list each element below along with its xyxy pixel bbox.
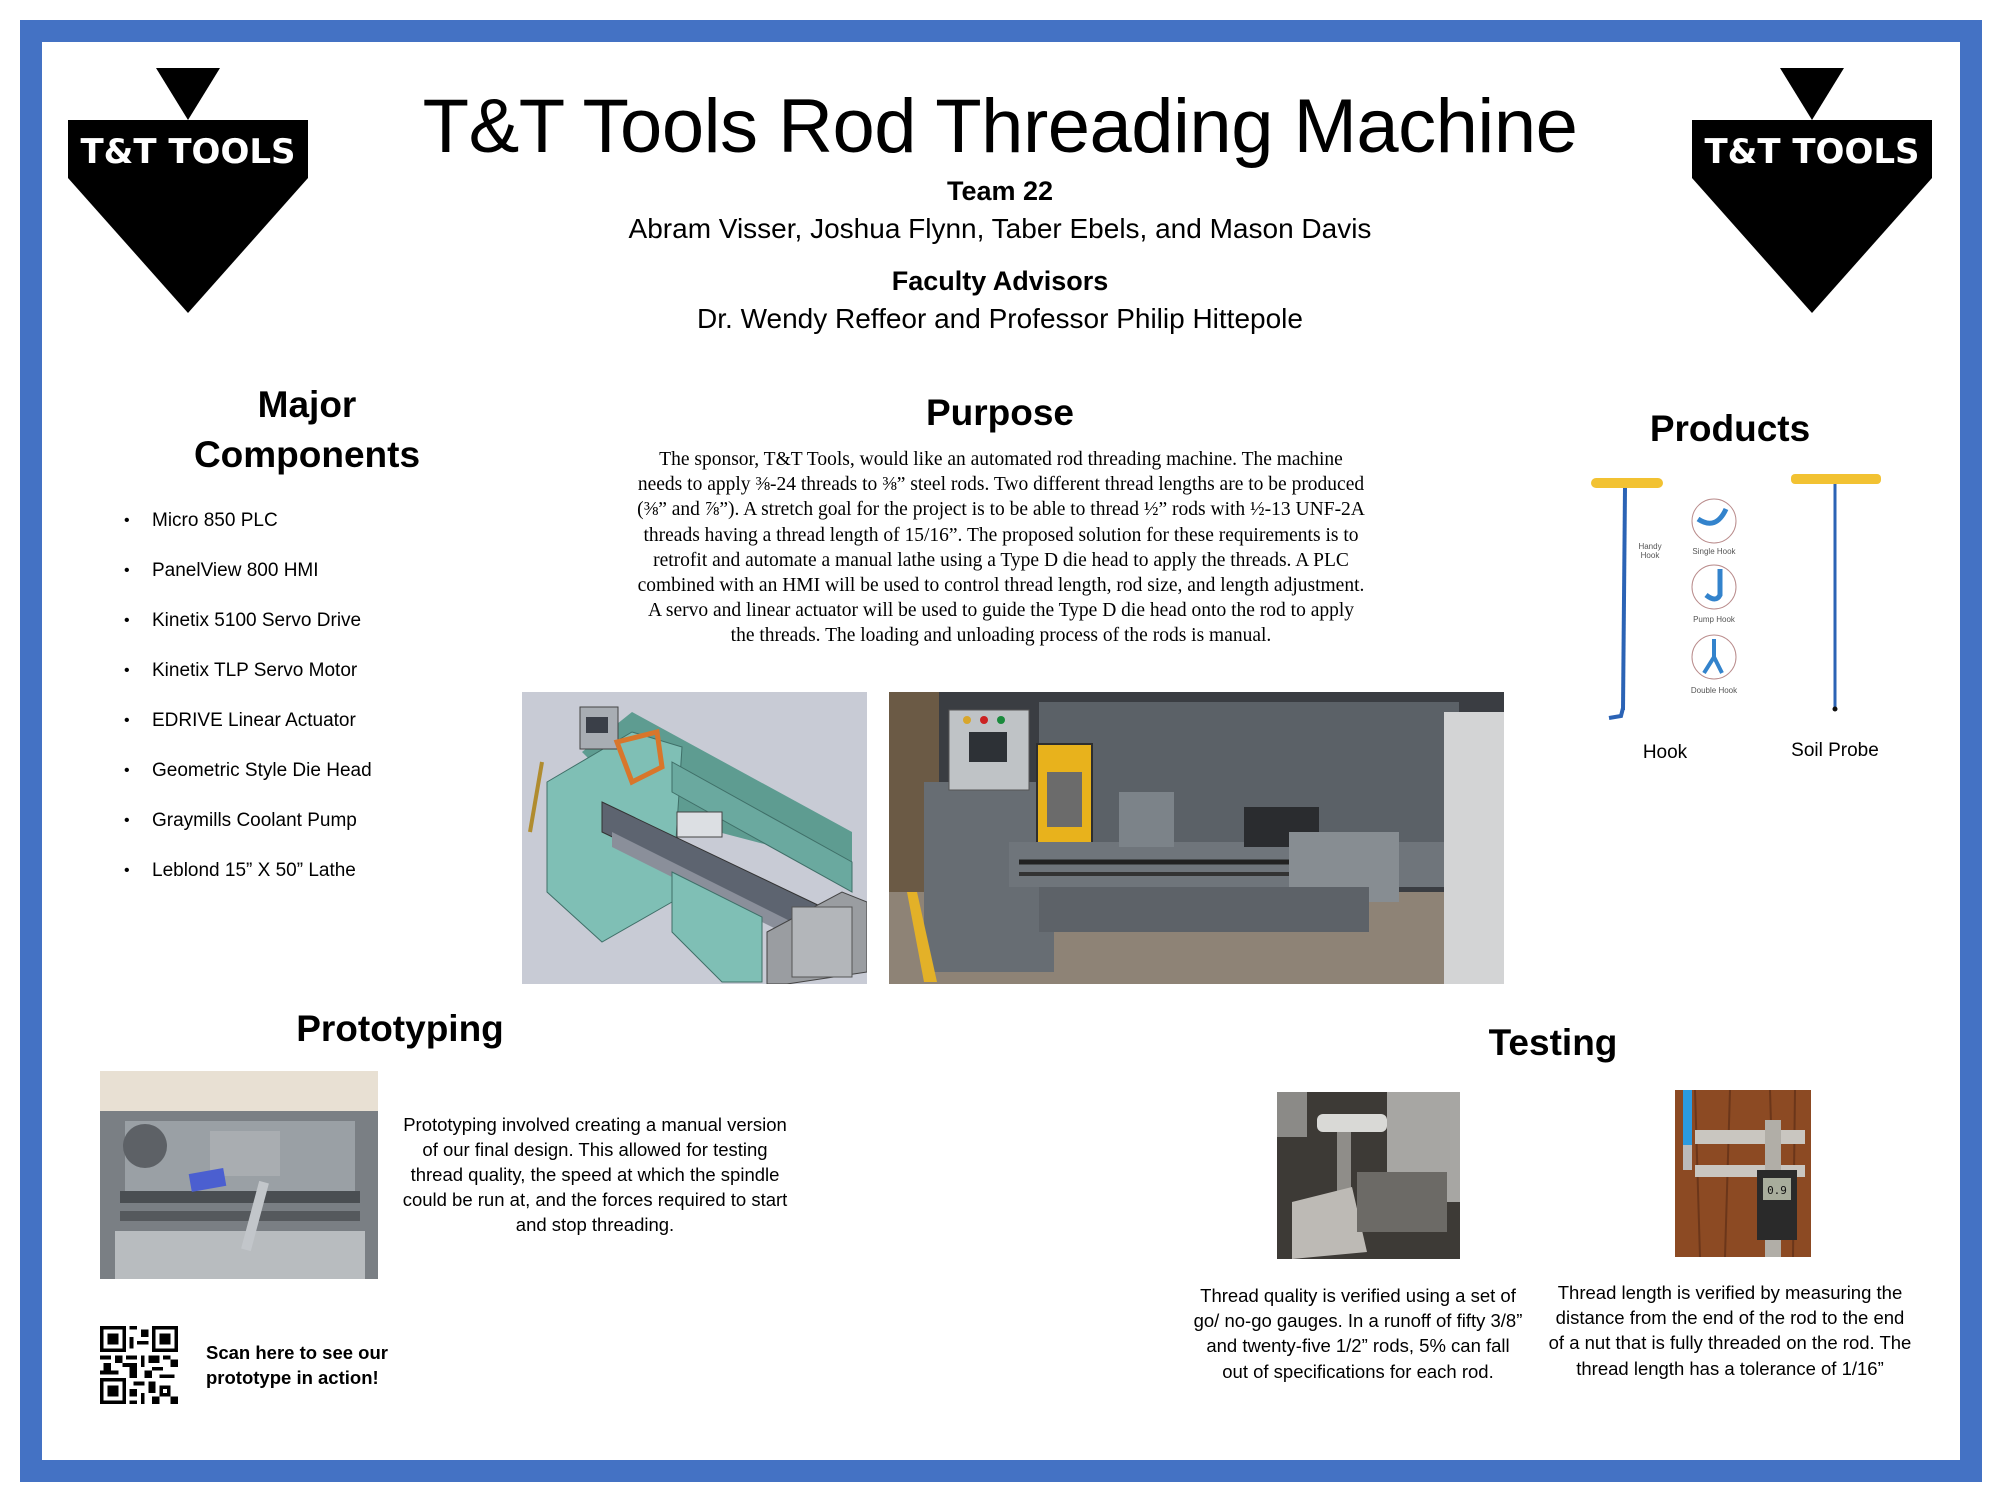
component-item (118, 496, 372, 546)
component-item (118, 846, 372, 896)
component-label: Kinetix 5100 Servo Drive (152, 610, 362, 631)
bullet-icon: • (124, 762, 130, 779)
bullet-icon: • (124, 562, 130, 579)
hook-label: Hook (1642, 742, 1688, 763)
faculty-advisors-label: Faculty Advisors (891, 266, 1109, 296)
prototyping-paragraph: Prototyping involved creating a manual version of our final design. This allowed for testing thread quality, the speed at which the spindle could be run at, and the forces required to start and stop threading. (402, 1114, 788, 1235)
bullet-icon: • (124, 712, 130, 729)
handy-hook-label: Handy Hook (1638, 542, 1662, 560)
prototyping-heading: Prototyping (296, 1008, 504, 1049)
bullet-icon: • (124, 512, 130, 529)
major-components-heading (157, 380, 457, 480)
thread-length-caption: Thread length is verified by measuring the distance from the end of the rod to the end of a nut that is fully threaded on the rod. The thread length has a tolerance of 1/16” (1548, 1282, 1912, 1379)
products-heading: Products (1649, 408, 1811, 449)
qr-caption-line-2: prototype in action! (206, 1367, 379, 1388)
purpose-heading: Purpose (925, 392, 1075, 433)
purpose-paragraph: The sponsor, T&T Tools, would like an automated rod threading machine. The machine needs to apply ⅜-24 threads to ⅜” steel rods. Two different thread lengths are to be produced (⅜” and ⅞”). A stretch goal for the project is to be able to thread ½” rods with ½-13 UNF-2A threads having a thread length of 15/16”. The proposed solution for these requirements is to retrofit and automate a manual lathe using a Type D die head to apply the threads. A PLC combined with an HMI will be used to control thread length, rod size, and length adjustment. A servo and linear actuator will be used to guide the Type D die head onto the rod to apply the threads. The loading and unloading process of the rods is manual. (637, 449, 1365, 647)
testing-heading: Testing (1488, 1022, 1618, 1063)
single-hook-label: Single Hook (1692, 547, 1736, 556)
bullet-icon: • (124, 812, 130, 829)
svg-text:T&T TOOLS: T&T TOOLS (1704, 132, 1920, 172)
tt-tools-logo-left (68, 68, 308, 313)
prototype-lathe-photo (100, 1071, 378, 1279)
component-item (118, 596, 372, 646)
go-no-go-gauge-photo (1277, 1092, 1460, 1259)
component-label: Kinetix TLP Servo Motor (152, 660, 358, 681)
double-hook-label: Double Hook (1690, 686, 1738, 695)
bullet-icon: • (124, 862, 130, 879)
caliper-measurement-photo (1675, 1090, 1811, 1257)
bullet-icon: • (124, 662, 130, 679)
cad-model-image (522, 692, 867, 984)
qr-code[interactable] (100, 1326, 178, 1404)
component-item (118, 646, 372, 696)
component-item (118, 796, 372, 846)
poster-title: T&T Tools Rod Threading Machine (422, 84, 1578, 169)
major-components-list (118, 496, 372, 896)
soil-probe-product-image (1787, 470, 1885, 715)
heading-line-2: Components (193, 434, 421, 475)
pump-hook-icon (1690, 563, 1738, 611)
team-label: Team 22 (946, 176, 1054, 206)
soil-probe-label: Soil Probe (1791, 740, 1879, 761)
thread-quality-caption: Thread quality is verified using a set of go/ no-go gauges. In a runoff of fifty 3/8” and twenty-five 1/2” rods, 5% can fall out of specifications for each rod. (1193, 1285, 1523, 1382)
faculty-advisors-names: Dr. Wendy Reffeor and Professor Philip Hittepole (697, 303, 1303, 334)
hook-product-image (1585, 470, 1665, 725)
retrofitted-lathe-photo (889, 692, 1504, 984)
component-item (118, 696, 372, 746)
pump-hook-label: Pump Hook (1693, 615, 1735, 624)
team-members: Abram Visser, Joshua Flynn, Taber Ebels, and Mason Davis (628, 213, 1372, 244)
component-item (118, 546, 372, 596)
component-label: EDRIVE Linear Actuator (152, 710, 356, 731)
tt-tools-logo-right (1692, 68, 1932, 313)
component-label: Micro 850 PLC (152, 510, 278, 531)
single-hook-icon (1690, 497, 1738, 545)
component-label: Leblond 15” X 50” Lathe (152, 860, 356, 881)
component-label: Graymills Coolant Pump (152, 810, 357, 831)
bullet-icon: • (124, 612, 130, 629)
qr-caption (206, 1340, 388, 1390)
svg-text:T&T TOOLS: T&T TOOLS (80, 132, 296, 172)
double-hook-icon (1690, 633, 1738, 681)
component-item (118, 746, 372, 796)
qr-caption-line-1: Scan here to see our (206, 1342, 388, 1363)
svg-text:0.9: 0.9 (1767, 1184, 1787, 1197)
component-label: PanelView 800 HMI (152, 560, 319, 581)
component-label: Geometric Style Die Head (152, 760, 372, 781)
heading-line-1: Major (257, 384, 357, 425)
